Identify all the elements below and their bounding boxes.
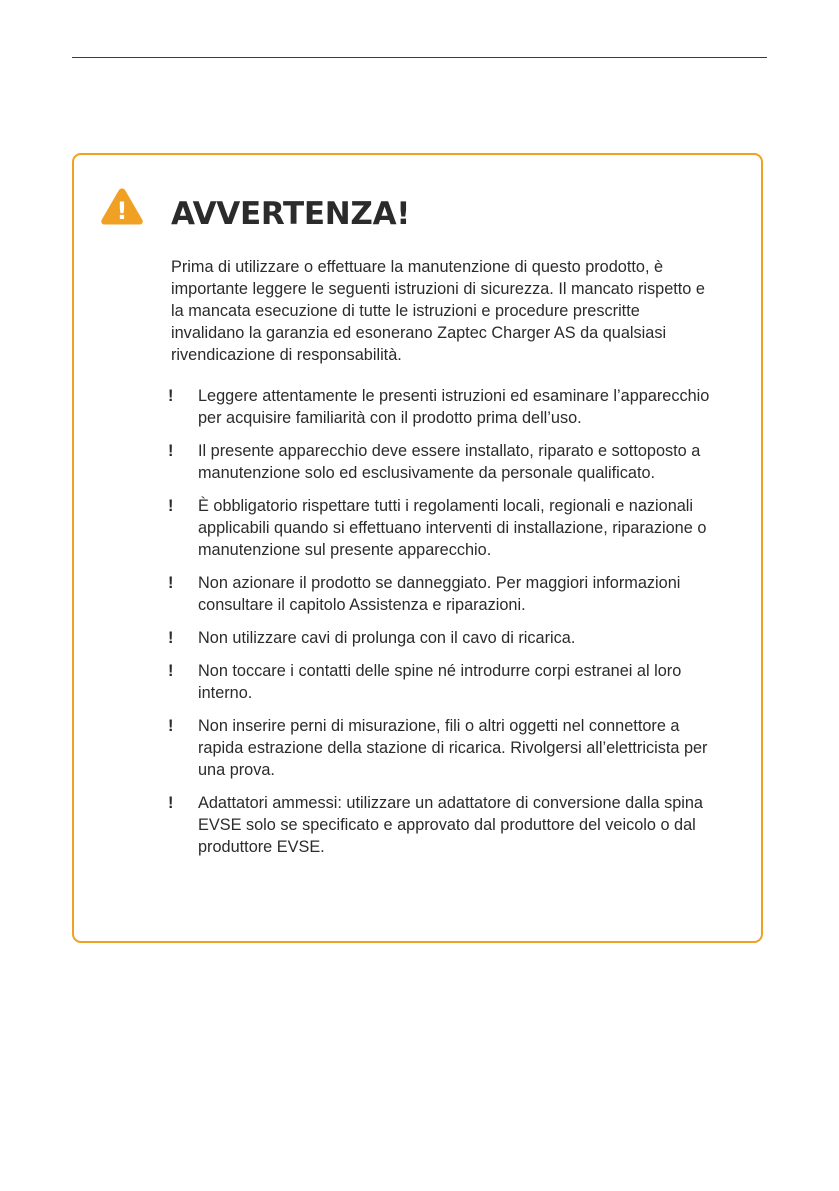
top-rule xyxy=(72,57,767,58)
warning-intro: Prima di utilizzare o effettuare la manutenzione di questo prodotto, è importante leggere le seguenti istruzioni di sicurezza. Il mancato rispetto e la mancata esecuzione di tutte le istruzioni e procedure prescritte invalidano la garanzia ed esonerano Zaptec Charger AS da qualsiasi rivendicazione di responsabilità. xyxy=(171,258,705,364)
list-item xyxy=(167,495,727,561)
exclamation-icon: ! xyxy=(168,794,174,812)
list-item xyxy=(167,715,727,781)
list-item-text: Leggere attentamente le presenti istruzioni ed esaminare l’apparecchio per acquisire familiarità con il prodotto prima dell’uso. xyxy=(198,387,710,427)
exclamation-icon: ! xyxy=(168,717,174,735)
exclamation-icon: ! xyxy=(168,442,174,460)
list-item xyxy=(167,792,727,858)
exclamation-icon: ! xyxy=(168,574,174,592)
list-item-text: Il presente apparecchio deve essere installato, riparato e sottoposto a manutenzione solo ed esclusivamente da personale qualificato. xyxy=(198,442,701,482)
list-item-text: È obbligatorio rispettare tutti i regolamenti locali, regionali e nazionali applicabili quando si effettuano interventi di installazione, riparazione o manutenzione sul presente apparecchio. xyxy=(198,497,707,559)
warning-title: AVVERTENZA! xyxy=(171,196,411,232)
exclamation-icon: ! xyxy=(168,629,174,647)
warning-triangle-icon xyxy=(100,186,144,226)
list-item xyxy=(167,660,727,704)
list-item-text: Non toccare i contatti delle spine né introdurre corpi estranei al loro interno. xyxy=(198,662,682,702)
list-item xyxy=(167,385,727,429)
exclamation-icon: ! xyxy=(168,387,174,405)
list-item xyxy=(167,440,727,484)
list-item-text: Non utilizzare cavi di prolunga con il cavo di ricarica. xyxy=(198,629,576,647)
exclamation-icon: ! xyxy=(168,497,174,515)
warning-list xyxy=(167,385,727,869)
list-item xyxy=(167,572,727,616)
list-item-text: Non inserire perni di misurazione, fili o altri oggetti nel connettore a rapida estrazione della stazione di ricarica. Rivolgersi all’elettricista per una prova. xyxy=(198,717,708,779)
warning-icon-glyph: ! xyxy=(116,197,128,225)
list-item-text: Adattatori ammessi: utilizzare un adattatore di conversione dalla spina EVSE solo se specificato e approvato dal produttore del veicolo o dal produttore EVSE. xyxy=(198,794,703,856)
exclamation-icon: ! xyxy=(168,662,174,680)
list-item xyxy=(167,627,727,649)
list-item-text: Non azionare il prodotto se danneggiato. Per maggiori informazioni consultare il capitolo Assistenza e riparazioni. xyxy=(198,574,681,614)
